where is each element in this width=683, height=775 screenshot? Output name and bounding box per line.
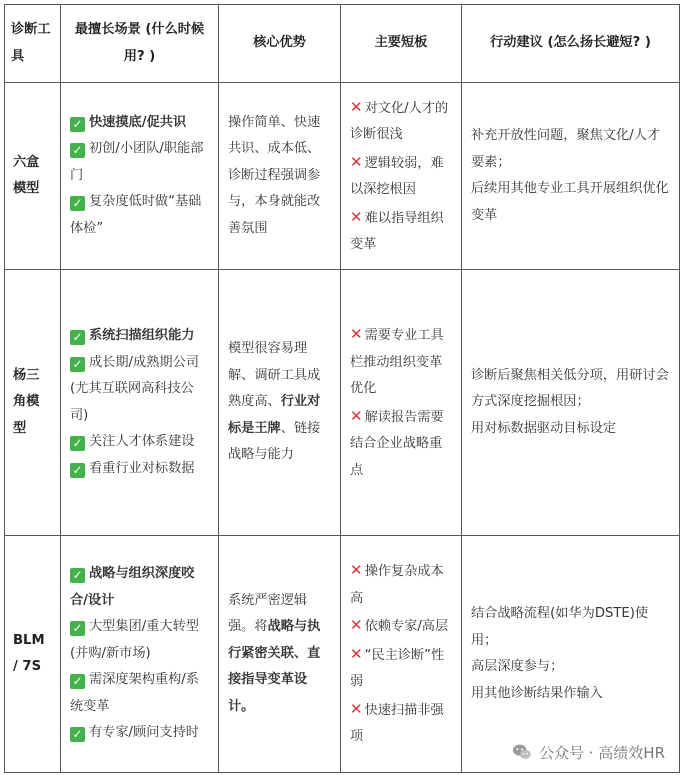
check-mark-icon: ✓ [70,436,85,451]
action-cell: 补充开放性问题，聚焦文化/人才要素； 后续用其他专业工具开展组织优化变革 [462,83,680,270]
cross-mark-icon: ✕ [350,699,363,718]
check-mark-icon: ✓ [70,357,85,372]
watermark [511,741,665,763]
cross-mark-icon: ✕ [350,616,363,635]
check-mark-icon: ✓ [70,674,85,689]
check-mark-icon: ✓ [70,463,85,478]
comparison-table [4,4,680,773]
cross-mark-icon: ✕ [350,97,363,116]
table-row [5,83,680,270]
check-mark-icon: ✓ [70,568,85,583]
tool-name: BLM / 7S [5,536,61,773]
check-mark-icon: ✓ [70,117,85,132]
watermark-text: 公众号 · 高绩效HR [538,743,665,762]
header-weakness: 主要短板 [341,5,462,83]
advantage-cell: 模型很容易理解、调研工具成熟度高、行业对标是王牌、链接战略与能力 [219,270,341,536]
cross-mark-icon: ✕ [350,207,363,226]
advantage-cell: 系统严密逻辑强。将战略与执行紧密关联、直接指导变革设计。 [219,536,341,773]
cross-mark-icon: ✕ [350,152,363,171]
check-mark-icon: ✓ [70,196,85,211]
check-mark-icon: ✓ [70,143,85,158]
header-action: 行动建议 (怎么扬长避短? ) [462,5,680,83]
tool-name: 杨三角模型 [5,270,61,536]
weakness-cell: ✕ 需要专业工具栏推动组织变革优化 ✕ 解读报告需要结合企业战略重点 [341,270,462,536]
action-cell: 结合战略流程(如华为DSTE)使用； 高层深度参与； 用其他诊断结果作输入 [462,536,680,773]
cross-mark-icon: ✕ [350,561,363,580]
check-mark-icon: ✓ [70,727,85,742]
advantage-cell: 操作简单、快速共识、成本低、诊断过程强调参与，本身就能改善氛围 [219,83,341,270]
header-advantage: 核心优势 [219,5,341,83]
weakness-cell: ✕ 操作复杂成本高 ✕ 依赖专家/高层 ✕ “民主诊断”性弱 ✕ 快速扫描非强项 [341,536,462,773]
table-row [5,270,680,536]
cross-mark-icon: ✕ [350,325,363,343]
scene-cell: ✓ 系统扫描组织能力 ✓ 成长期/成熟期公司 (尤其互联网高科技公司) ✓ 关注人才体系建设 ✓ 看重行业对标数据 [61,270,219,536]
cross-mark-icon: ✕ [350,406,363,425]
check-mark-icon: ✓ [70,330,85,345]
scene-cell: ✓ 战略与组织深度咬合/设计 ✓ 大型集团/重大转型 (并购/新市场) ✓ 需深度架构重构/系统变革 ✓ 有专家/顾问支持时 [61,536,219,773]
action-cell: 诊断后聚焦相关低分项，用研讨会方式深度挖掘根因； 用对标数据驱动目标设定 [462,270,680,536]
check-mark-icon: ✓ [70,621,85,636]
tool-name: 六盒模型 [5,83,61,270]
cross-mark-icon: ✕ [350,644,363,663]
header-tool: 诊断工具 [5,5,61,83]
weakness-cell: ✕ 对文化/人才的诊断很浅 ✕ 逻辑较弱，难以深挖根因 ✕ 难以指导组织变革 [341,83,462,270]
scene-cell: ✓ 快速摸底/促共识 ✓ 初创/小团队/职能部门 ✓ 复杂度低时做“基础体检” [61,83,219,270]
wechat-icon [511,741,533,763]
header-row [5,5,680,83]
header-scene: 最擅长场景 (什么时候用? ) [61,5,219,83]
table-row [5,536,680,773]
